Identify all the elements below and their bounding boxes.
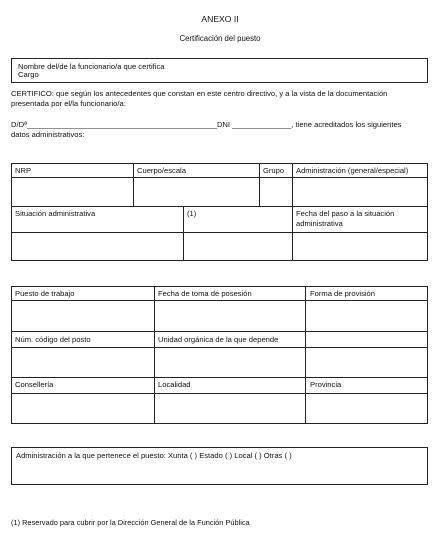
administration-box <box>11 447 428 485</box>
table1-vline-3 <box>292 163 293 261</box>
name-blank[interactable]: _____________________________________________ <box>26 120 217 129</box>
conselleria-label: Consellería <box>15 380 54 389</box>
table2-vline-2 <box>305 286 306 424</box>
certifies-line-4: datos administrativos: <box>11 130 85 139</box>
table1-vline-1 <box>133 163 134 206</box>
post-data-table <box>11 286 428 424</box>
dni-blank[interactable]: ______________ <box>232 120 292 129</box>
nrp-label: NRP <box>15 166 32 175</box>
annex-title: ANEXO II <box>201 14 239 24</box>
name-prefix: D/Dª <box>11 120 27 129</box>
table2-divider-3 <box>11 347 428 348</box>
official-data-line <box>11 120 401 130</box>
administration-options: Administración a la que pertenece el puesto: Xunta ( ) Estado ( ) Local ( ) Otras ( ) <box>16 451 292 460</box>
table2-divider-1 <box>11 300 428 301</box>
table2-divider-2 <box>11 331 428 332</box>
table1-divider-3 <box>11 232 428 233</box>
table1-vline-4 <box>183 206 184 261</box>
certifier-position-label: Cargo <box>18 70 39 79</box>
codigo-puesto-label: Núm. código del posto <box>15 335 91 344</box>
puesto-label: Puesto de trabajo <box>15 289 75 298</box>
table1-divider-2 <box>11 206 428 207</box>
provincia-label: Provincia <box>310 380 342 389</box>
unidad-organica-label: Unidad orgánica de la que depende <box>158 335 279 344</box>
table2-divider-5 <box>11 393 428 394</box>
accredits-suffix: , tiene acreditados los siguientes <box>291 120 402 129</box>
dni-label: DNI <box>216 120 231 129</box>
localidad-label: Localidad <box>158 380 191 389</box>
grupo-label: Grupo <box>263 166 285 175</box>
table2-vline-1 <box>154 286 155 424</box>
fecha-toma-label: Fecha de toma de posesión <box>158 289 252 298</box>
certifier-box <box>11 58 428 83</box>
cuerpo-label: Cuerpo/escala <box>137 166 186 175</box>
certifies-line-1: CERTIFICO: que según los antecedentes que constan en este centro directivo, y a la vista de la documentación <box>11 89 388 98</box>
footnote: (1) Reservado para cubrir por la Dirección General de la Función Pública <box>11 518 250 527</box>
administracion-label: Administración (general/especial) <box>296 166 409 175</box>
table1-divider-1 <box>11 177 428 178</box>
table2-divider-4 <box>11 377 428 378</box>
fecha-paso-label: Fecha del paso a la situación administrativa <box>296 209 395 228</box>
forma-provision-label: Forma de provisión <box>310 289 375 298</box>
certifier-name-label: Nombre del/de la funcionario/a que certifica <box>18 62 165 71</box>
situacion-label: Situación administrativa <box>15 209 96 218</box>
certifies-line-2: presentada por el/la funcionario/a: <box>11 99 126 108</box>
document-subtitle: Certificación del puesto <box>179 34 261 43</box>
note-ref-label: (1) <box>187 209 197 218</box>
table1-vline-2 <box>259 163 260 206</box>
